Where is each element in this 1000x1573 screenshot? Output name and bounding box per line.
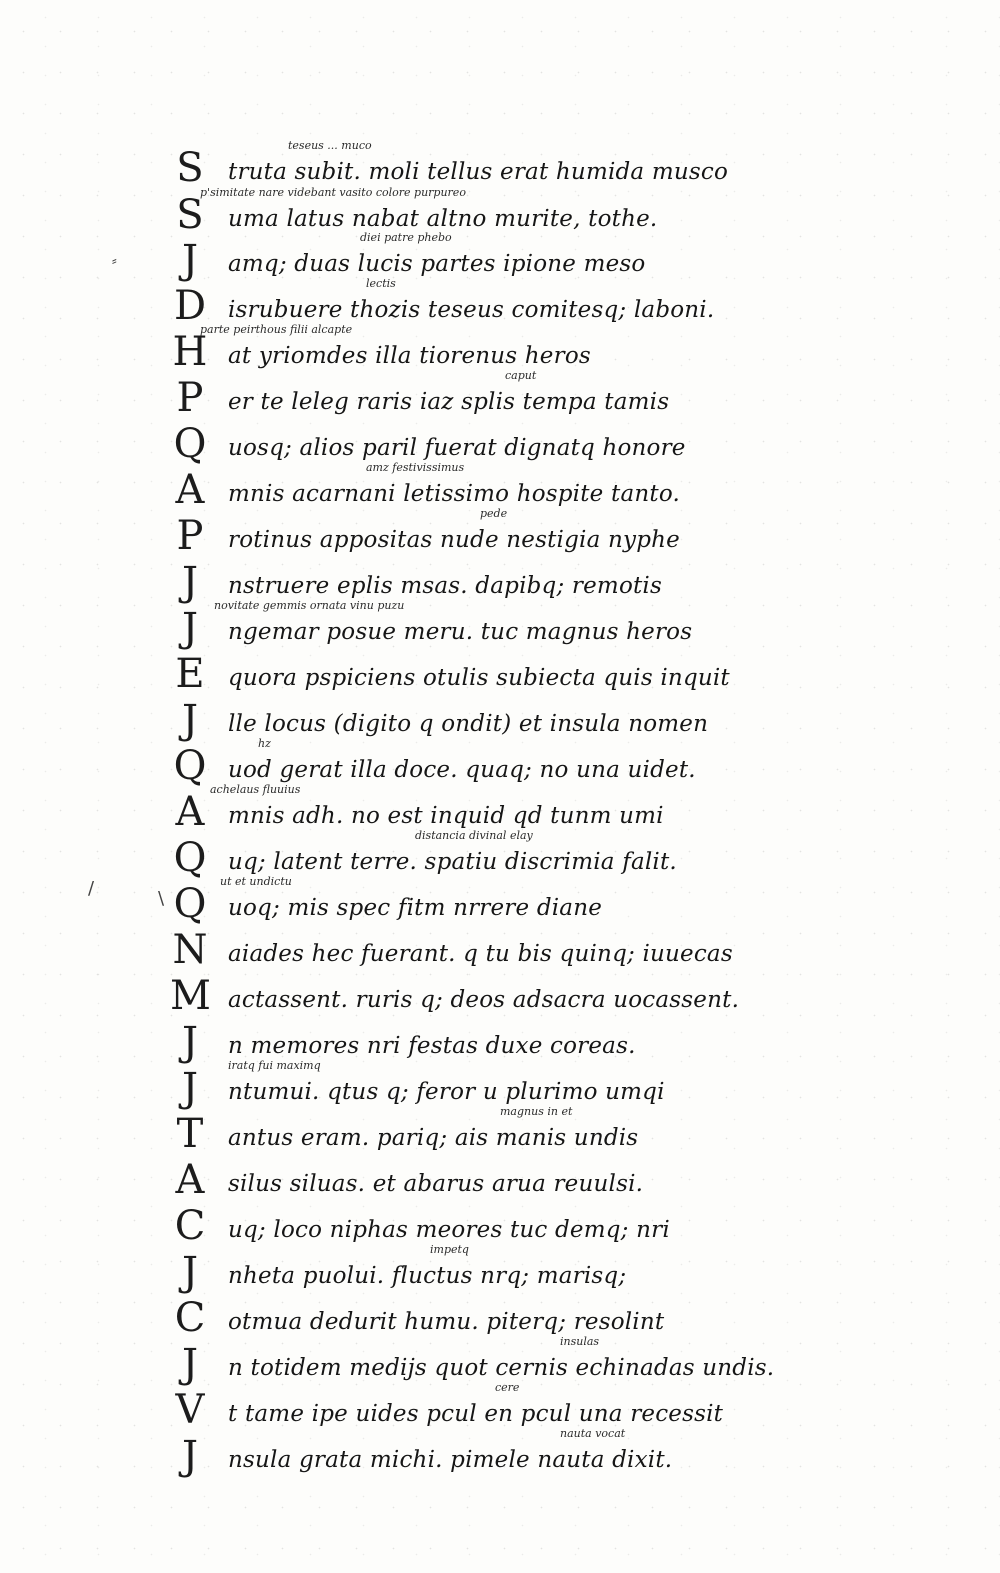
interlinear-gloss: distancia divinal elay <box>415 829 533 842</box>
verse-text: nstruere eplis msas. dapibq; remotis <box>228 573 662 599</box>
interlinear-gloss: iratq fui maximq <box>228 1059 321 1072</box>
interlinear-gloss: p'simitate nare videbant vasito colore purpureo <box>200 186 466 199</box>
initial-letter: A <box>175 789 205 835</box>
initial-letter: J <box>181 237 199 283</box>
margin-mark: / <box>88 878 95 899</box>
initial-letter: P <box>176 375 204 421</box>
verse-line <box>170 1381 790 1436</box>
initial-letter: A <box>175 1157 205 1203</box>
verse-line <box>170 323 790 378</box>
initial-letter: D <box>173 283 207 329</box>
interlinear-gloss: diei patre phebo <box>360 231 452 244</box>
verse-text: uod gerat illa doce. quaq; no una uidet. <box>228 757 696 783</box>
initial-letter: J <box>181 1065 199 1111</box>
verse-line <box>170 875 790 930</box>
verse-text: uma latus nabat altno murite, tothe. <box>228 206 658 232</box>
interlinear-gloss: nauta vocat <box>560 1427 626 1440</box>
initial-letter: P <box>176 513 204 559</box>
initial-letter: C <box>174 1203 206 1249</box>
interlinear-gloss: insulas <box>560 1335 600 1348</box>
verse-text: ngemar posue meru. tuc magnus heros <box>228 619 693 645</box>
verse-text: quora pspiciens otulis subiecta quis inquit <box>228 665 730 691</box>
verse-line <box>170 1157 790 1206</box>
interlinear-gloss: novitate gemmis ornata vinu puzu <box>214 599 405 612</box>
initial-letter: V <box>175 1387 205 1433</box>
initial-letter: A <box>175 467 205 513</box>
verse-line <box>170 1335 790 1390</box>
initial-letter: Q <box>173 881 207 927</box>
initial-letter: J <box>181 1019 199 1065</box>
verse-line <box>170 599 790 654</box>
initial-letter: E <box>175 651 205 697</box>
initial-letter: J <box>181 697 199 743</box>
verse-line <box>170 231 790 286</box>
interlinear-gloss: teseus ... muco <box>288 139 372 152</box>
verse-line <box>170 1243 790 1298</box>
interlinear-gloss: hz <box>258 737 271 750</box>
verse-text: silus siluas. et abarus arua reuulsi. <box>228 1171 644 1197</box>
initial-letter: J <box>181 1433 199 1479</box>
interlinear-gloss: amz festivissimus <box>366 461 465 474</box>
interlinear-gloss: magnus in et <box>500 1105 573 1118</box>
verse-text: ntumui. qtus q; feror u plurimo umqi <box>228 1079 665 1105</box>
verse-text: n memores nri festas duxe coreas. <box>228 1033 636 1059</box>
interlinear-gloss: lectis <box>366 277 396 290</box>
verse-line <box>170 421 790 470</box>
verse-text: antus eram. pariq; ais manis undis <box>228 1125 639 1151</box>
interlinear-gloss: ut et undictu <box>220 875 292 888</box>
initial-letter: S <box>176 145 204 191</box>
interlinear-gloss: impetq <box>430 1243 469 1256</box>
initial-letter: J <box>181 1249 199 1295</box>
verse-line <box>170 1427 790 1482</box>
initial-letter: Q <box>173 421 207 467</box>
verse-text: mnis acarnani letissimo hospite tanto. <box>228 481 680 507</box>
verse-line <box>170 507 790 562</box>
verse-line <box>170 973 790 1022</box>
verse-text: aiades hec fuerant. q tu bis quinq; iuuecas <box>228 941 733 967</box>
verse-text: rotinus appositas nude nestigia nyphe <box>228 527 680 553</box>
verse-line <box>170 1105 790 1160</box>
verse-text: nsula grata michi. pimele nauta dixit. <box>228 1447 673 1473</box>
verse-line <box>170 1295 790 1344</box>
initial-letter: Q <box>173 743 207 789</box>
verse-text: mnis adh. no est inquid qd tunm umi <box>228 803 664 829</box>
initial-letter: J <box>181 605 199 651</box>
initial-letter: Q <box>173 835 207 881</box>
verse-text: n totidem medijs quot cernis echinadas undis. <box>228 1355 775 1381</box>
verse-text: uoq; mis spec fitm nrrere diane <box>228 895 603 921</box>
verse-line <box>170 1203 790 1252</box>
initial-letter: J <box>181 1341 199 1387</box>
margin-mark: ⸗ <box>112 253 117 269</box>
verse-text: nheta puolui. fluctus nrq; marisq; <box>228 1263 627 1289</box>
verse-text: actassent. ruris q; deos adsacra uocassent. <box>228 987 740 1013</box>
initial-letter: J <box>181 559 199 605</box>
verse-line <box>170 651 790 700</box>
initial-letter: H <box>172 329 208 375</box>
verse-text: uosq; alios paril fuerat dignatq honore <box>228 435 686 461</box>
initial-letter: M <box>170 973 211 1019</box>
interlinear-gloss: caput <box>505 369 537 382</box>
verse-text: lle locus (digito q ondit) et insula nomen <box>228 711 709 737</box>
verse-line <box>170 927 790 976</box>
interlinear-gloss: parte peirthous filii alcapte <box>200 323 353 336</box>
verse-text: t tame ipe uides pcul en pcul una recessit <box>228 1401 724 1427</box>
margin-mark: \ <box>158 888 165 909</box>
verse-text: at yriomdes illa tiorenus heros <box>228 343 591 369</box>
interlinear-gloss: pede <box>480 507 508 520</box>
verse-text: otmua dedurit humu. piterq; resolint <box>228 1309 665 1335</box>
verse-text: isrubuere thozis teseus comitesq; laboni. <box>228 297 715 323</box>
initial-letter: C <box>174 1295 206 1341</box>
verse-text: amq; duas lucis partes ipione meso <box>228 251 646 277</box>
verse-text: uq; loco niphas meores tuc demq; nri <box>228 1217 670 1243</box>
verse-line <box>170 1059 790 1114</box>
verse-text: uq; latent terre. spatiu discrimia falit. <box>228 849 677 875</box>
verse-text: truta subit. moli tellus erat humida musco <box>228 159 729 185</box>
verse-line <box>170 186 790 241</box>
interlinear-gloss: cere <box>495 1381 520 1394</box>
initial-letter: T <box>176 1111 204 1157</box>
interlinear-gloss: achelaus fluuius <box>210 783 301 796</box>
initial-letter: S <box>176 192 204 238</box>
verse-text: er te leleg raris iaz splis tempa tamis <box>228 389 670 415</box>
verse-line <box>170 369 790 424</box>
initial-letter: N <box>172 927 208 973</box>
